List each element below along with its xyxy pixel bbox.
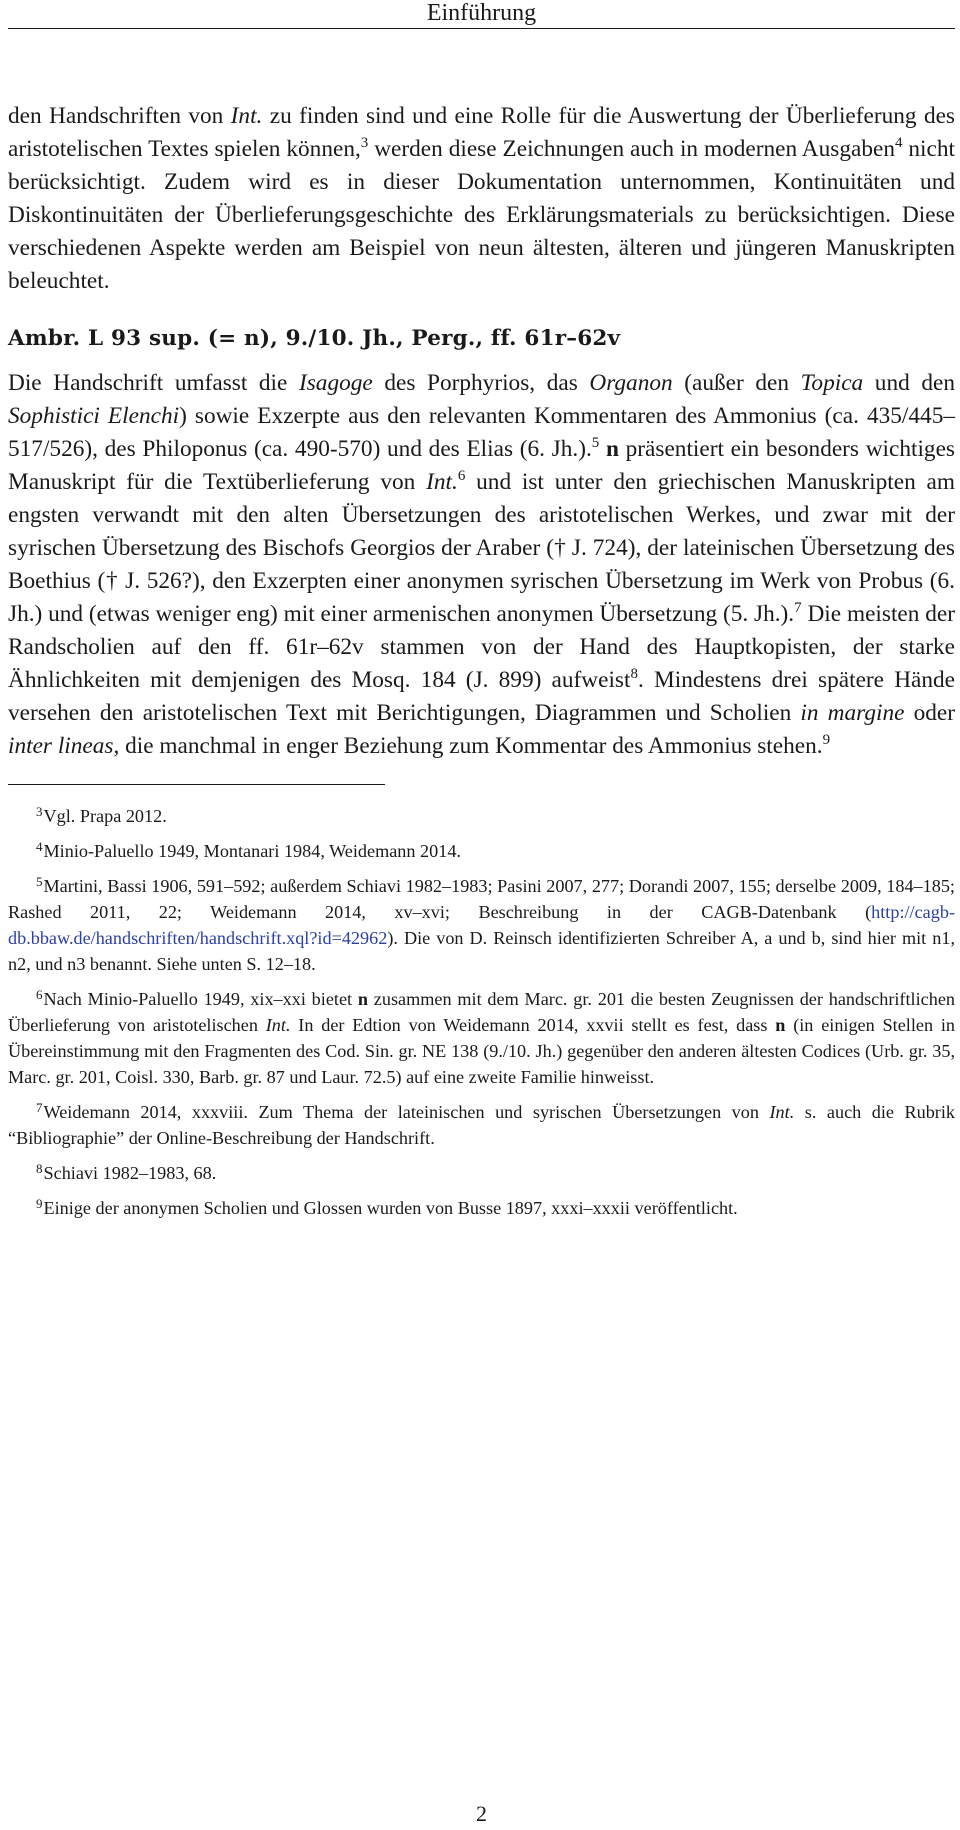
footnote-number: 7: [36, 1100, 43, 1115]
work-title-italic: Isagoge: [298, 370, 373, 396]
text-run: . Mindestens drei spätere Hände versehen den aristotelischen Text mit Berichtigungen, Diagrammen und Scholien: [8, 667, 956, 726]
latin-phrase-italic: inter lineas: [8, 733, 114, 759]
text-run: nicht berücksichtigt. Zudem wird es in dieser Dokumentation unternommen, Kontinuitäten und Diskontinuitäten der Überlieferungsgeschichte des Erklärungsmaterials zu berücksichtigen. Diese verschiedenen Aspekte werden am Beispiel von neun ältesten, älteren und jüngeren Manuskripten beleuchtet.: [8, 136, 955, 294]
latin-phrase-italic: in margine: [800, 700, 905, 726]
footnote-text: In der Edtion von Weidemann 2014, xxvii stellt es fest, dass: [290, 1015, 776, 1035]
work-title-italic: Int.: [426, 469, 458, 495]
running-head: Einführung: [426, 0, 537, 26]
siglum-bold: n: [357, 989, 368, 1009]
cagb-database-link[interactable]: http://cagb-db.bbaw.de/handschriften/handschrift.xql?id=42962: [8, 902, 955, 948]
footnote-ref-5[interactable]: 5: [591, 435, 600, 451]
text-run: den Handschriften von: [8, 103, 231, 129]
siglum-bold: n: [605, 436, 619, 462]
siglum-bold: n: [775, 1015, 786, 1035]
header-rule: [8, 28, 955, 29]
footnote-number: 6: [36, 987, 43, 1002]
text-run: präsentiert ein besonders wichtiges Manuskript für die Textüberlieferung von: [8, 436, 955, 495]
footnotes: [8, 803, 955, 1221]
footnote-6: [8, 986, 955, 1090]
work-title-italic: Int.: [230, 103, 263, 129]
manuscript-paragraph: [8, 367, 955, 763]
text-run: Die meisten der Randscholien auf den ff. 61r–62v stammen von der Hand des Hauptkopisten, der starke Ähnlichkeiten mit demjenigen des Mosq. 184 (J. 899) aufweist: [8, 601, 955, 693]
page-number: 2: [476, 1801, 487, 1826]
footnote-number: 5: [36, 874, 43, 889]
footnote-5: [8, 873, 955, 977]
footnote-rule: [8, 784, 385, 785]
text-run: zu finden sind und eine Rolle für die Auswertung der Überlieferung des aristotelischen Textes spielen können,: [8, 103, 955, 162]
footnote-ref-7[interactable]: 7: [794, 600, 802, 616]
footnote-text: Martini, Bassi 1906, 591–592; außerdem Schiavi 1982–1983; Pasini 2007, 277; Dorandi 2007, 155; derselbe 2009, 184–185; Rashed 2011, 22; Weidemann 2014, xv–xvi; Beschreibung in der CAGB-Datenbank (: [8, 876, 955, 922]
text-run: des Porphyrios, das: [372, 370, 590, 396]
footnote-7: [8, 1099, 955, 1151]
footnote-text: Vgl. Prapa 2012.: [43, 806, 167, 826]
footnote-8: [8, 1160, 955, 1186]
work-title-italic: Int.: [265, 1015, 291, 1035]
footnote-ref-9[interactable]: 9: [822, 732, 831, 748]
text-run: , die manchmal in enger Beziehung zum Kommentar des Ammonius stehen.: [113, 733, 823, 759]
footnote-text: Minio-Paluello 1949, Montanari 1984, Weidemann 2014.: [43, 841, 461, 861]
work-title-italic: Topica: [800, 370, 864, 396]
work-title-italic: Organon: [589, 370, 673, 396]
section-heading: Ambr. L 93 sup. (= n), 9./10. Jh., Perg., ff. 61r–62v: [8, 326, 621, 351]
footnote-3: [8, 803, 955, 829]
footnote-text: Nach Minio-Paluello 1949, xix–xxi bietet: [43, 989, 358, 1009]
text-run: oder: [904, 700, 955, 726]
text-run: und ist unter den griechischen Manuskripten am engsten verwandt mit den alten Übersetzungen des aristotelischen Werkes, und zwar mit der syrischen Übersetzung des Bischofs Georgios der Araber († J. 724), der lateinischen Übersetzung des Boethius († J. 526?), den Exzerpten einer anonymen syrischen Übersetzung im Werk von Probus (6. Jh.) und (etwas weniger eng) mit einer armenischen anonymen Übersetzung (5. Jh.).: [8, 469, 955, 627]
text-run: ) sowie Exzerpte aus den relevanten Kommentaren des Ammonius (ca. 435/445–517/526), des Philoponus (ca. 490-570) und des Elias (6. Jh.).: [8, 403, 955, 462]
footnote-9: [8, 1195, 955, 1221]
footnote-text: Weidemann 2014, xxxviii. Zum Thema der lateinischen und syrischen Übersetzungen von: [43, 1102, 770, 1122]
footnote-4: [8, 838, 955, 864]
main-text: [8, 100, 955, 1230]
footnote-text: Schiavi 1982–1983, 68.: [43, 1163, 217, 1183]
footnote-text: zusammen mit dem Marc. gr. 201 die besten Zeugnissen der handschriftlichen Überlieferung von aristotelischen: [8, 989, 955, 1035]
footnote-ref-3[interactable]: 3: [360, 135, 369, 151]
text-run: und den: [863, 370, 955, 396]
footnote-ref-6[interactable]: 6: [457, 468, 466, 484]
footnote-number: 4: [36, 839, 43, 854]
footnote-text: s. auch die Rubrik “Bibliographie” der Online-Beschreibung der Handschrift.: [8, 1102, 955, 1148]
footnote-text: Einige der anonymen Scholien und Glossen wurden von Busse 1897, xxxi–xxxii veröffentlicht.: [43, 1198, 738, 1218]
footnote-ref-4[interactable]: 4: [894, 135, 903, 151]
text-run: Die Handschrift umfasst die: [8, 370, 299, 396]
intro-paragraph: [8, 100, 955, 298]
work-title-italic: Sophistici Elenchi: [8, 403, 180, 429]
work-title-italic: Int.: [769, 1102, 795, 1122]
footnote-text: (in einigen Stellen in Übereinstimmung mit den Fragmenten des Cod. Sin. gr. NE 138 (9./10. Jh.) gegenüber den anderen ältesten Codices (Urb. gr. 35, Marc. gr. 201, Coisl. 330, Barb. gr. 87 und Laur. 72.5) auf eine zweite Familie hinweisst.: [8, 1015, 955, 1087]
footnote-number: 3: [36, 804, 43, 819]
footnote-number: 8: [36, 1161, 43, 1176]
text-run: werden diese Zeichnungen auch in modernen Ausgaben: [368, 136, 895, 162]
footnote-ref-8[interactable]: 8: [630, 666, 638, 682]
text-run: (außer den: [672, 370, 801, 396]
footnote-text: ). Die von D. Reinsch identifizierten Schreiber A, a und b, sind hier mit n1, n2, und n3 benannt. Siehe unten S. 12–18.: [8, 928, 955, 974]
footnote-number: 9: [36, 1196, 43, 1211]
text-run: [599, 436, 606, 462]
document-page: [8, 0, 955, 1830]
